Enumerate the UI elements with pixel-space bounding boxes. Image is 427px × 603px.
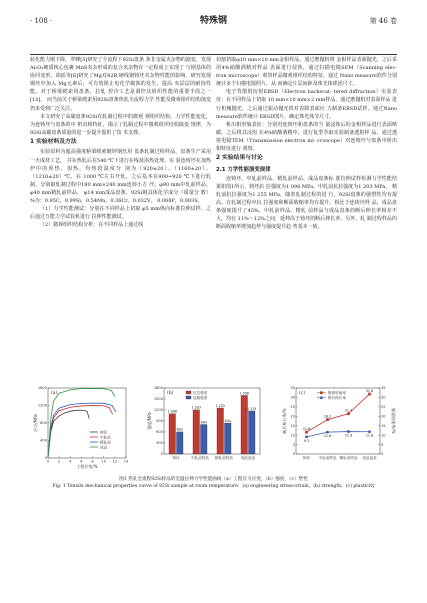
paragraph-left_column-1: 本文研究了高碳盘条92Si在轧制过程中的微观 观组织结构、力学性能变化，为连铸坯与盘条的中 析出相特征，揭示了轧制过程中微观组织结构演变 规律，为92Si高碳盘条质量的进一步提升提供了技 术支撑。 <box>30 113 211 136</box>
x-tick-label: 中轧前样品 <box>318 456 337 460</box>
y2-tick-label: 10 <box>381 433 386 438</box>
data-label: 21.4 <box>344 408 353 413</box>
bar-1-1 <box>201 425 208 454</box>
y-axis-label: 强度/MPa <box>147 412 152 430</box>
paragraph-right_column-0: 切割切取φ10 mm×10 mm金相样品，通过磨抛机将 金相样品表面抛光，之后采用4%硝酸酒精对样品 表面进行侵蚀，通过扫描电镜SEM（Scanning elec- tron microscope）观察样品微观组织结构特征。通过 Nano measure软件分别统计多个扫描电镜照片，从 而确定片层间距及珠光体球团尺寸。 <box>216 57 397 88</box>
panel-label: (b) <box>167 391 174 396</box>
paragraph-left_column-4: （1）力学性能测试：分别在不同样品上切取 φ5 mm纵向标准拉伸试样，之后通过万能力学试验机进行 拉伸性能测试。 <box>30 206 211 221</box>
y-tick-label: 300 <box>156 441 163 446</box>
right-text-column <box>216 56 397 231</box>
x-tick-label: 14 <box>123 459 129 464</box>
legend-label: 铸坯 <box>100 430 108 435</box>
y2-tick-label: 35 <box>381 386 386 391</box>
x-tick-label: 成品盘条 <box>362 456 377 460</box>
data-label: 1 098 <box>167 409 177 414</box>
y2-tick-label: 0 <box>381 452 384 457</box>
point-0-1 <box>326 418 329 421</box>
y-tick-label: 400 <box>40 438 47 443</box>
y2-tick-label: 25 <box>381 405 386 410</box>
figure-caption <box>30 476 397 490</box>
section-heading-right_column-3: 2 实验结果与讨论 <box>216 155 263 162</box>
legend-label: 中轧前 <box>100 435 111 440</box>
y2-tick-label: 15 <box>381 423 386 428</box>
legend-label: 断后伸长率 <box>328 396 346 400</box>
x-tick-label: 铸坯 <box>302 456 311 460</box>
page-header <box>30 0 397 43</box>
y-tick-label: 20 <box>290 414 295 419</box>
data-label: 844 <box>224 418 231 423</box>
point-1-3 <box>368 430 371 433</box>
y-tick-label: 15 <box>290 423 295 428</box>
paragraph-left_column-3: 实验原料为超高强度桥梁缆索镀锌钢丝用 盘条轧制过程样品，盘条生产采用一火成材工艺， 并在热轧后在540 ℃下进行在线盐浴热处理。实 验连铸坯在加热炉中的预热、加热、均热段温度分 别为（920±20）、（1160±20）、（1210±20）℃，在 1000 ℃左右开轧，之后基本在900~920 ℃下进行轧 制。分别取轧制过程中180 mm×240 mm连铸小方 坯、φ90 mm中轧前样品、φ40 mm精轧前样品、 φ14 mm成品盘条。92Si钢具体化学成分（质量分 数）%为：0.95C，0.99Si，0.54Mn，0.36Cr，0.032V， 0.008P，0.003S。 <box>30 149 211 204</box>
figure-panel-b <box>146 382 264 472</box>
y-tick-label: 35 <box>290 386 295 391</box>
bar-1-0 <box>177 432 184 454</box>
y2-tick-label: 20 <box>381 414 386 419</box>
paragraph-right_column-2: 析出相形貌表征：分别对连铸坯和盘条的当 量浸蚀后的金相样品进行表面喷碳，之后将其浸泡 在4%硝酸酒精中，进行复型萃取实验制备透射样 品。通过透射电镜TEM（Transmission electron mi- croscope）对连铸坯与盘条中析出相特征进行 观察。 <box>216 121 397 153</box>
strength-bar-chart <box>146 382 264 472</box>
bar-0-1 <box>193 410 200 454</box>
figure-panel-c <box>282 382 396 472</box>
journal-title: 特殊钢 <box>199 16 227 26</box>
paragraph-left_column-5: （2）微观组织结构分析：在不同样品上通过线 <box>40 222 144 229</box>
data-label: 1 255 <box>215 403 225 408</box>
figure-caption-cn: 图1 热轧全流程92Si样品的室温拉伸力学性能曲线（a）工程应力应变，（b）强度，（c）塑性 <box>119 477 308 482</box>
data-label: 11.8 <box>365 433 374 438</box>
x-tick-label: 铸坯 <box>172 456 180 460</box>
x-tick-label: 2 <box>57 459 61 464</box>
y-tick-label: 10 <box>290 433 295 438</box>
data-label: 9.1 <box>303 438 310 443</box>
paragraph-left_column-0: 转化能力刚下降。罗峰[5]研究了全流程下92Si盘条 条非金属夹杂物的演变，发现Al₂O₃硬质核心包裹 MnS夹杂形成的复合夹杂物在一定程度上实现了 与钢基体的协同变形。胡瑶等[6]研究了Mg对82B 硬线钢铸坯夹杂物性能的影响，研究发现钢坯中加入 Mg元素后，可有效阻止电化学腐蚀的发生，提高 夹层层的耐蚀性能。对于桥梁缆索用盘条，拉轧 控冷工艺是调控其组织性能的重要手段之一[12]。 而当前关于桥梁缆索用92Si盘条热轧全流程力学 性能及微观组织结构演变仍未受到广泛关注。 <box>30 57 211 112</box>
data-label: 11.9 <box>344 433 353 438</box>
series-line-1 <box>307 432 370 437</box>
y-axis-label: 应力/MPa <box>33 414 38 432</box>
section-heading-left_column-2: 1 实验材料及方法 <box>30 138 77 145</box>
point-1-1 <box>326 431 329 434</box>
y-tick-label: 1200 <box>153 408 163 413</box>
stress-strain-chart <box>32 382 130 472</box>
y-tick-label: 600 <box>156 430 163 435</box>
data-label: 1 174 <box>247 406 257 411</box>
y-tick-label: 800 <box>40 421 47 426</box>
y-tick-label: 0 <box>44 456 47 461</box>
data-label: 11.6 <box>302 426 311 431</box>
point-0-3 <box>368 393 371 396</box>
point-1-2 <box>347 430 350 433</box>
data-label: 804 <box>200 420 207 425</box>
data-label: 602 <box>176 427 183 432</box>
legend-swatch <box>186 396 191 399</box>
panel-a-plot-frame <box>48 388 126 458</box>
bar-1-2 <box>225 423 232 454</box>
y2-tick-label: 5 <box>381 442 384 447</box>
section-heading-right_column-4: 2.1 力学性能演变规律 <box>216 166 271 173</box>
x-tick-label: 精轧前样品 <box>339 456 358 460</box>
x-tick-label: 10 <box>101 459 107 464</box>
volume-number: 第 46 卷 <box>369 17 397 25</box>
x-tick-label: 精轧前样品 <box>215 456 233 460</box>
x-tick-label: 成品盘条 <box>240 456 256 460</box>
figure-panel-a <box>32 382 130 472</box>
legend-label: 精轧前 <box>100 440 111 445</box>
x-tick-label: 中轧前样品 <box>191 456 209 460</box>
bar-1-3 <box>249 411 256 454</box>
bar-0-3 <box>241 395 248 454</box>
figure-caption-en: Fig. 1 Tensile mechanical properties curve of 92Si sample at room temperature：(a) engineering stress-strain，(b) strength，(c) plasticity <box>52 484 375 489</box>
legend-label: 抗拉强度 <box>193 391 208 395</box>
data-label: 11.6 <box>323 434 332 439</box>
y-tick-label: 1500 <box>153 397 163 402</box>
y-tick-label: 900 <box>156 419 163 424</box>
y-tick-label: 1800 <box>153 386 163 391</box>
y-tick-label: 1600 <box>37 386 47 391</box>
bar-0-2 <box>217 408 224 454</box>
header-rule <box>30 54 397 55</box>
point-1-0 <box>305 435 308 438</box>
x-tick-label: 6 <box>80 459 83 464</box>
y-tick-label: 25 <box>290 405 295 410</box>
panel-label: (c) <box>299 391 305 396</box>
x-tick-label: 12 <box>112 459 118 464</box>
x-tick-label: 0 <box>46 459 50 464</box>
data-label: 31.8 <box>365 388 374 393</box>
y-tick-label: 0 <box>160 452 163 457</box>
x-tick-label: 8 <box>91 459 94 464</box>
paragraph-right_column-5: 连铸坯、中轧前样品、精轧前样品、成品盘条标 准拉伸试样检测力学性能结果如图1所示。铸坯抗 拉强度为1 098 MPa，中轧前抗拉强度为1 203 MPa， 精轧前抗拉强度为1 255 MPa，随着轧制过程的进 行，92Si盘条的强塑性均有提高。在轧制过程中抗 拉强度和断面收缩率均有提升。相比于连铸坯样 品，成品盘条强度提升了45%，中轧前样品、精轧 前样品与成品盘条的断后伸长率相差不大，均在 11%～12%之间，延伸高于铸坯的断后伸长率。另外，轧 制过程样品的断面收缩率增加趋势与强度提升趋 势基本一致。 <box>216 175 397 231</box>
y-tick-label: 1200 <box>37 403 47 408</box>
bar-0-0 <box>169 414 176 454</box>
data-label: 1 596 <box>239 391 249 396</box>
panel-label: (a) <box>51 391 58 396</box>
plasticity-line-chart <box>282 382 396 472</box>
y-tick-label: 0 <box>292 452 295 457</box>
left-text-column <box>30 56 211 229</box>
y-tick-label: 30 <box>290 395 295 400</box>
legend-swatch <box>186 391 191 394</box>
data-label: 1 203 <box>191 405 201 410</box>
paragraph-right_column-1: 电子背散射衍射EBSD（Electron backscat- tered diffraction）实验表征：在不同样品上切取 10 mm×10 mm×2 mm样品，通过磨抛机对表面样品 进行机械抛光，之后通过振动抛光机对表除表面应 力制备EBSD试样。通过Nano measure软件统计 EBSD图片，确定珠光体节尺寸。 <box>216 89 397 120</box>
page-number: · 108 · <box>30 17 53 25</box>
y-tick-label: 5 <box>292 442 295 447</box>
y2-tick-label: 30 <box>381 395 386 400</box>
y2-axis-label: 断面收缩率/% <box>391 408 396 434</box>
legend-label: 断面收缩率 <box>328 391 346 395</box>
data-label: 18.2 <box>323 414 332 419</box>
point-0-0 <box>305 431 308 434</box>
point-0-2 <box>347 412 350 415</box>
legend-label: 屈服强度 <box>193 396 208 400</box>
x-axis-label: 工程应变/% <box>76 464 98 469</box>
x-tick-label: 4 <box>69 459 72 464</box>
legend-label: 成品 <box>100 445 108 450</box>
y-axis-label: 断后伸长率/% <box>282 408 287 434</box>
